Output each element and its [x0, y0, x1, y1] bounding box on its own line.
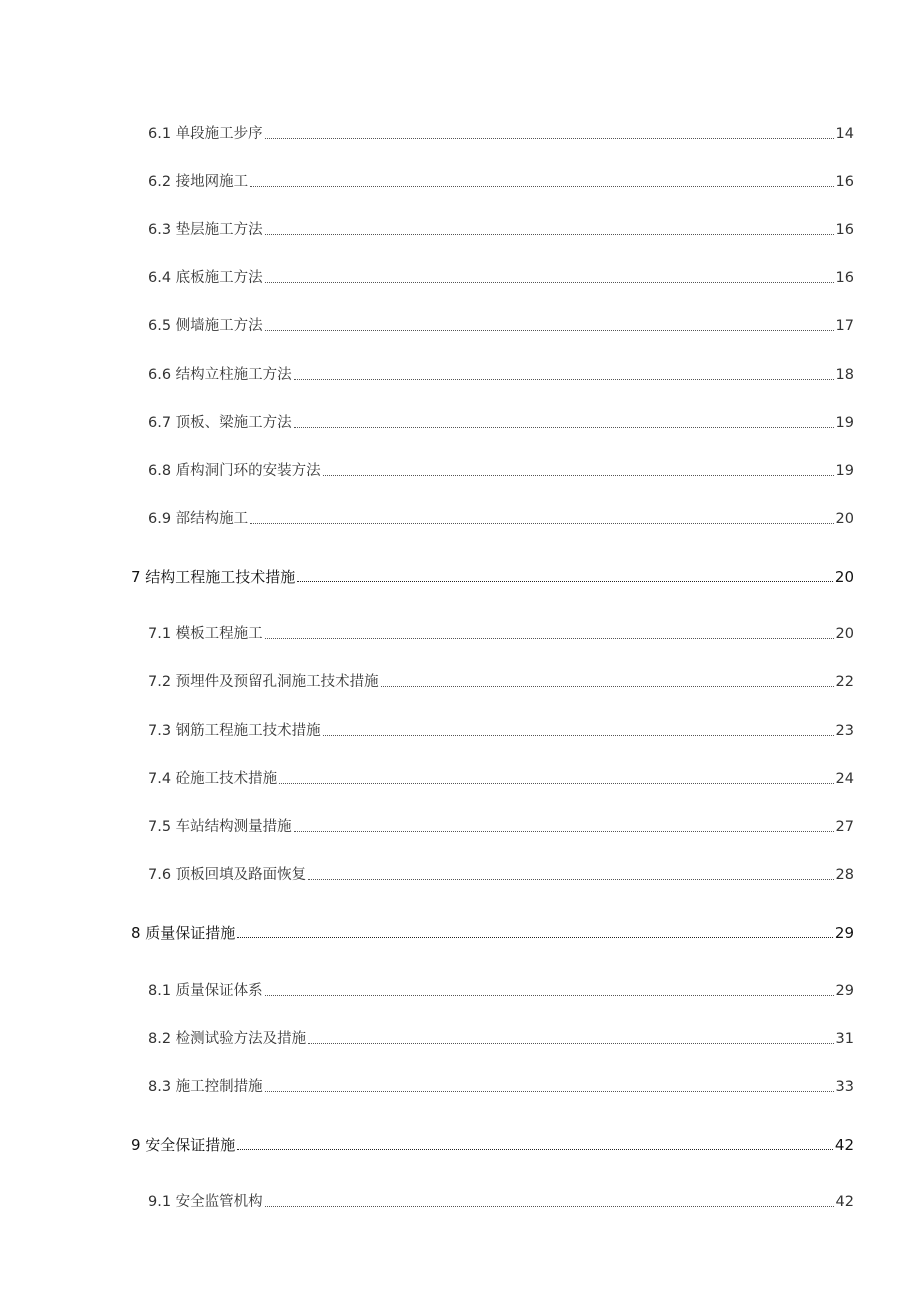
toc-page-number: 29: [835, 983, 854, 999]
toc-entry-label: 7.1 模板工程施工: [148, 626, 263, 642]
toc-entry-6-6[interactable]: [148, 365, 854, 385]
toc-dot-leader: [294, 831, 834, 832]
toc-entry-label: 6.9 部结构施工: [148, 511, 249, 527]
toc-entry-8-1[interactable]: [148, 981, 854, 1001]
toc-page-number: 24: [835, 771, 854, 787]
toc-page-number: 20: [834, 568, 854, 586]
toc-entry-7-6[interactable]: [148, 865, 854, 885]
toc-entry-label: 8.3 施工控制措施: [148, 1079, 263, 1095]
toc-dot-leader: [294, 427, 834, 428]
toc-entry-7-3[interactable]: [148, 721, 854, 741]
toc-entry-label: 7.6 顶板回填及路面恢复: [148, 867, 307, 883]
toc-page-number: 42: [834, 1136, 854, 1154]
toc-dot-leader: [265, 138, 834, 139]
toc-entry-6-7[interactable]: [148, 413, 854, 433]
toc-page-number: 19: [835, 415, 854, 431]
toc-dot-leader: [323, 475, 834, 476]
toc-entry-label: 6.1 单段施工步序: [148, 126, 263, 142]
toc-dot-leader: [250, 186, 833, 187]
toc-dot-leader: [265, 234, 834, 235]
toc-dot-leader: [265, 330, 834, 331]
toc-entry-label: 6.2 接地网施工: [148, 174, 249, 190]
toc-page-number: 19: [835, 463, 854, 479]
toc-entry-7-5[interactable]: [148, 817, 854, 837]
toc-page-number: 17: [835, 318, 854, 334]
toc-entry-label: 6.3 垫层施工方法: [148, 222, 263, 238]
toc-dot-leader: [308, 879, 833, 880]
toc-entry-6-8[interactable]: [148, 461, 854, 481]
toc-entry-label: 7.5 车站结构测量措施: [148, 819, 292, 835]
toc-page-number: 33: [835, 1079, 854, 1095]
toc-chapter-label: 7 结构工程施工技术措施: [131, 568, 296, 586]
toc-entry-9-1[interactable]: [148, 1192, 854, 1212]
toc-dot-leader: [323, 735, 834, 736]
toc-entry-label: 6.8 盾构洞门环的安装方法: [148, 463, 321, 479]
toc-entry-6-3[interactable]: [148, 220, 854, 240]
toc-chapter-label: 9 安全保证措施: [131, 1136, 236, 1154]
toc-chapter-label: 8 质量保证措施: [131, 924, 236, 942]
toc-chapter-7[interactable]: [131, 567, 854, 587]
toc-entry-label: 9.1 安全监管机构: [148, 1194, 263, 1210]
toc-entry-label: 8.1 质量保证体系: [148, 983, 263, 999]
toc-dot-leader: [294, 379, 834, 380]
toc-page-number: 16: [835, 174, 854, 190]
toc-page-number: 28: [835, 867, 854, 883]
toc-entry-label: 7.3 钢筋工程施工技术措施: [148, 723, 321, 739]
toc-entry-6-2[interactable]: [148, 172, 854, 192]
toc-entry-label: 6.6 结构立柱施工方法: [148, 367, 292, 383]
toc-page-number: 16: [835, 222, 854, 238]
toc-chapter-8[interactable]: [131, 923, 854, 943]
toc-chapter-9[interactable]: [131, 1135, 854, 1155]
toc-dot-leader: [265, 1091, 834, 1092]
toc-dot-leader: [265, 995, 834, 996]
toc-page-number: 29: [834, 924, 854, 942]
toc-entry-6-1[interactable]: [148, 124, 854, 144]
toc-entry-8-2[interactable]: [148, 1029, 854, 1049]
toc-page-number: 23: [835, 723, 854, 739]
toc-dot-leader: [237, 937, 833, 938]
toc-page-number: 16: [835, 270, 854, 286]
toc-page-number: 14: [835, 126, 854, 142]
toc-entry-7-2[interactable]: [148, 672, 854, 692]
toc-entry-6-5[interactable]: [148, 316, 854, 336]
toc-dot-leader: [279, 783, 833, 784]
toc-dot-leader: [265, 1206, 834, 1207]
toc-dot-leader: [250, 523, 833, 524]
toc-entry-7-1[interactable]: [148, 624, 854, 644]
toc-page-number: 31: [835, 1031, 854, 1047]
toc-entry-6-9[interactable]: [148, 509, 854, 529]
toc-page-number: 22: [835, 674, 854, 690]
toc-entry-label: 8.2 检测试验方法及措施: [148, 1031, 307, 1047]
toc-page-number: 20: [835, 626, 854, 642]
toc-dot-leader: [265, 282, 834, 283]
toc-entry-7-4[interactable]: [148, 769, 854, 789]
toc-entry-label: 6.5 侧墙施工方法: [148, 318, 263, 334]
toc-dot-leader: [297, 581, 833, 582]
toc-entry-label: 7.2 预埋件及预留孔洞施工技术措施: [148, 674, 379, 690]
toc-page-number: 18: [835, 367, 854, 383]
toc-dot-leader: [308, 1043, 833, 1044]
toc-entry-8-3[interactable]: [148, 1077, 854, 1097]
toc-page-number: 27: [835, 819, 854, 835]
toc-dot-leader: [265, 638, 834, 639]
toc-dot-leader: [381, 686, 834, 687]
toc-entry-label: 7.4 砼施工技术措施: [148, 771, 278, 787]
toc-entry-label: 6.4 底板施工方法: [148, 270, 263, 286]
toc-entry-6-4[interactable]: [148, 268, 854, 288]
toc-page-number: 20: [835, 511, 854, 527]
toc-entry-label: 6.7 顶板、梁施工方法: [148, 415, 292, 431]
toc-dot-leader: [237, 1149, 833, 1150]
toc-page-number: 42: [835, 1194, 854, 1210]
